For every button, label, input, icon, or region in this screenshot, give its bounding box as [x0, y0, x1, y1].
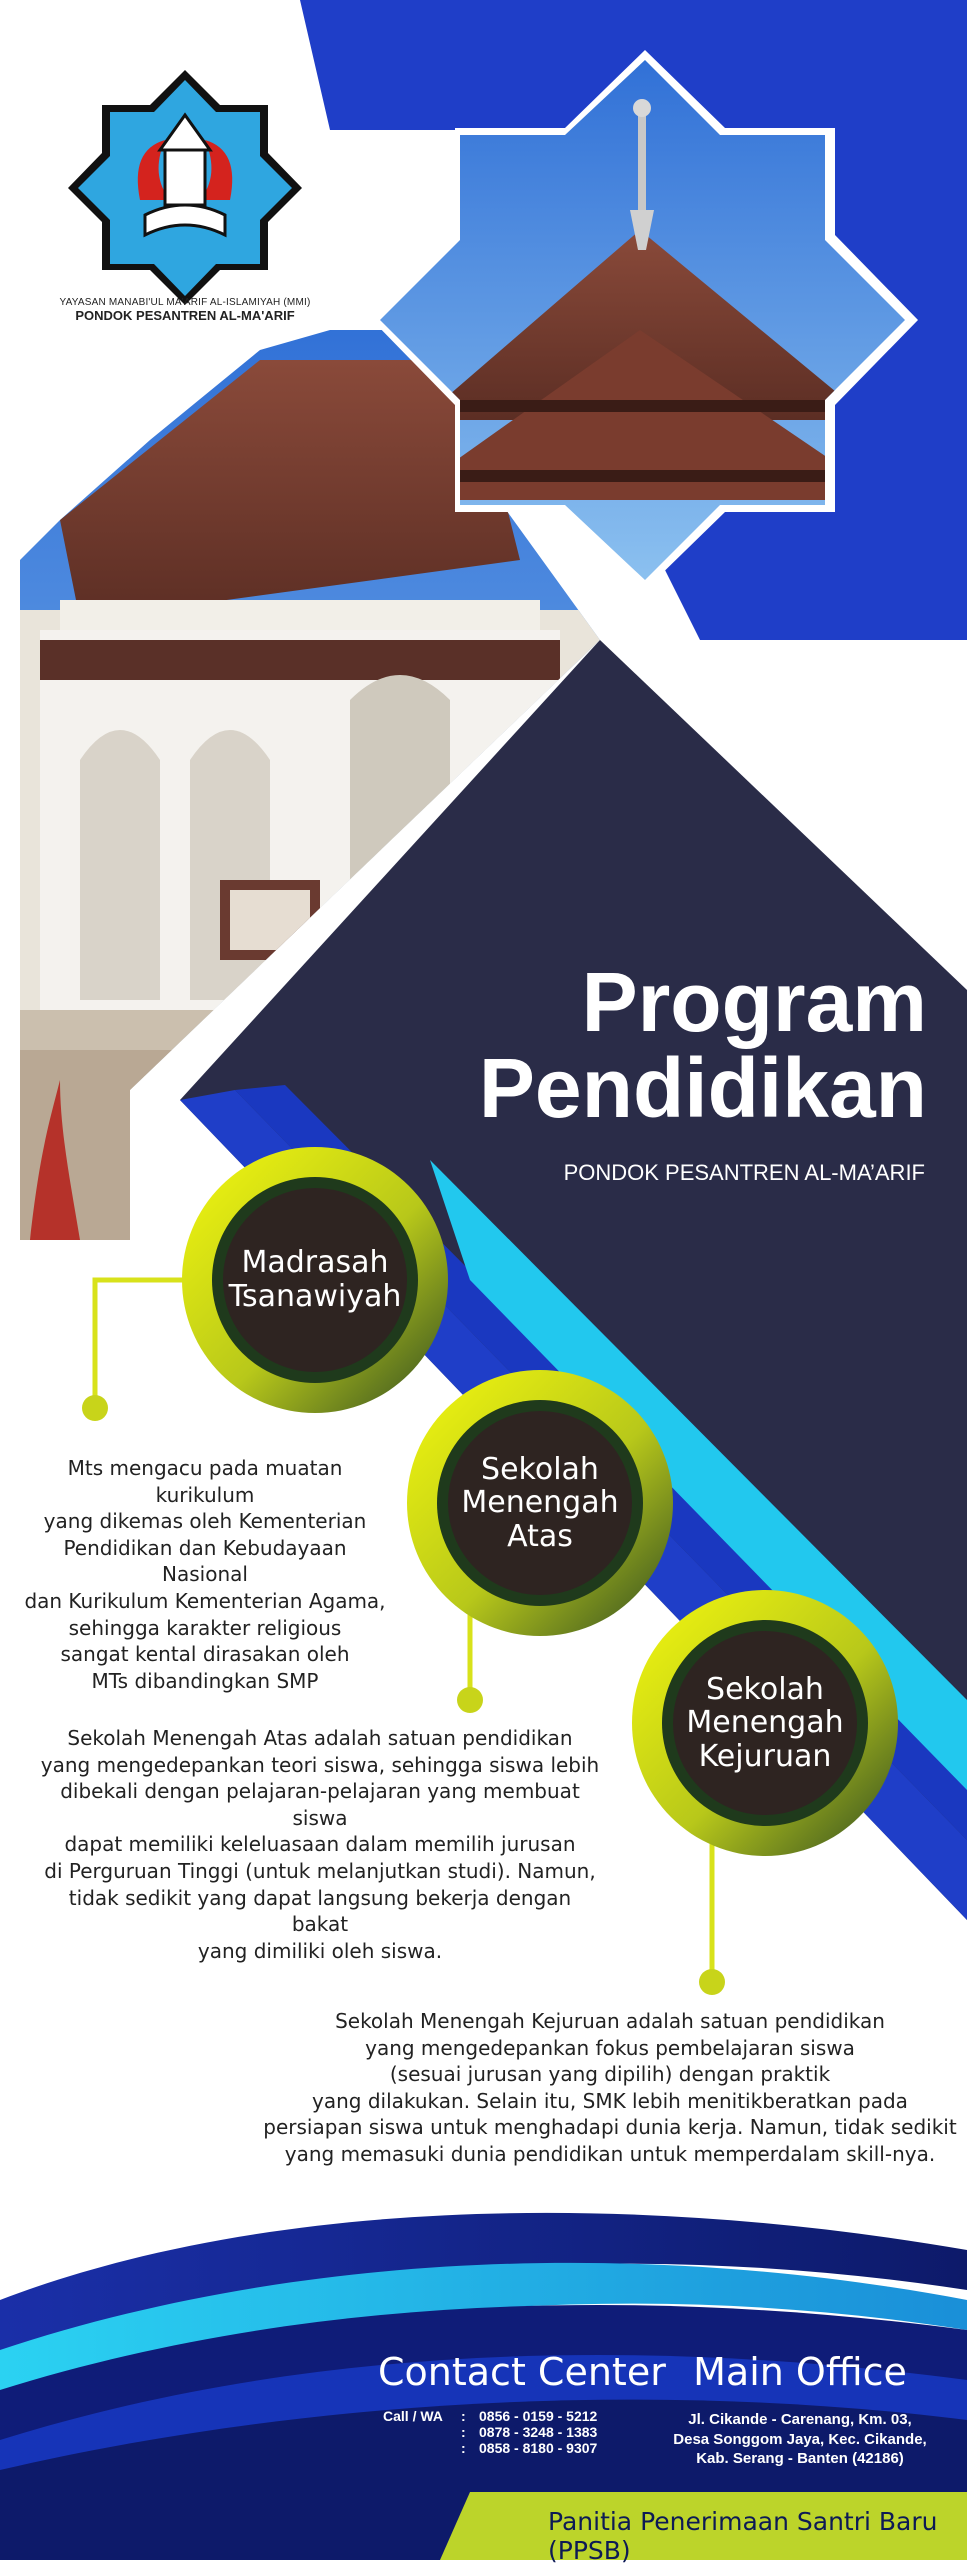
office-address-line: Kab. Serang - Banten (42186) — [696, 2450, 904, 2467]
title-line-1: Program — [581, 955, 927, 1049]
program-description-smk: Sekolah Menengah Kejuruan adalah satuan pendidikan yang mengedepankan fokus pembelajaran siswa (sesuai jurusan yang dipilih) dengan praktik yang dilakukan. Selain itu, SMK lebih menitikberatkan pada persiapan siswa untuk menghadapi dunia kerja. Namun, tidak sedikit yang memasuki dunia pendidikan untuk memperdalam skill-nya. — [263, 2009, 957, 2166]
program-label-line: Kejuruan — [698, 1738, 832, 1774]
program-label-line: Atas — [507, 1518, 573, 1554]
program-label-line: Sekolah — [706, 1671, 824, 1707]
logo-name: PONDOK PESANTREN AL-MA'ARIF — [75, 308, 295, 323]
logo-block — [55, 297, 315, 323]
phone-number[interactable]: 0858 - 8180 - 9307 — [479, 2440, 598, 2456]
program-label-sma — [448, 1411, 632, 1595]
program-label-line: Madrasah — [241, 1245, 389, 1281]
office-address-line: Jl. Cikande - Carenang, Km. 03, — [688, 2411, 912, 2428]
page-subtitle: PONDOK PESANTREN AL-MA’ARIF — [563, 1160, 925, 1185]
footer-text: Panitia Penerimaan Santri Baru (PPSB) — [548, 2507, 938, 2565]
office-title: Main Office — [693, 2350, 907, 2394]
program-description-sma: Sekolah Menengah Atas adalah satuan pendidikan yang mengedepankan teori siswa, sehingga siswa lebih dibekali dengan pelajaran-pelajaran yang membuat siswa dapat memiliki keleluasaan dalam memilih jurusan di Perguruan Tinggi (untuk melanjutkan studi). Namun, tidak sedikit yang dapat langsung bekerja dengan bakat yang dimiliki oleh siswa. — [40, 1726, 600, 1963]
contact-title: Contact Center — [378, 2350, 666, 2394]
logo-emblem — [68, 70, 302, 305]
contact-label: Call / WA — [383, 2408, 443, 2424]
program-label-line: Menengah — [461, 1485, 619, 1521]
contact-list: Call / WA : 0856 - 0159 - 5212 : 0878 - 3248 - 1383 : 0858 - 8180 - 9307 — [383, 2408, 598, 2456]
program-label-mts — [223, 1188, 407, 1372]
office-address-line: Desa Songgom Jaya, Kec. Cikande, — [673, 2430, 927, 2448]
program-label-line: Menengah — [686, 1705, 844, 1741]
office-address — [640, 2410, 960, 2469]
program-label-smk — [673, 1631, 857, 1815]
program-label-line: Tsanawiyah — [228, 1279, 402, 1314]
program-label-line: Sekolah — [481, 1451, 599, 1487]
logo-org-line: YAYASAN MANABI'UL MA'ARIF AL-ISLAMIYAH (MMI) — [59, 297, 311, 308]
program-description-mts: Mts mengacu pada muatan kurikulum yang dikemas oleh Kementerian Pendidikan dan Kebudayaan Nasional dan Kurikulum Kementerian Agama, sehingga karakter religious sangat kental dirasakan oleh MTs dibandingkan SMP — [24, 1456, 386, 1693]
title-line-2: Pendidikan — [478, 1040, 927, 1135]
phone-number[interactable]: 0856 - 0159 - 5212 — [479, 2408, 598, 2424]
phone-number[interactable]: 0878 - 3248 - 1383 — [479, 2424, 598, 2440]
page-title — [478, 955, 927, 1135]
